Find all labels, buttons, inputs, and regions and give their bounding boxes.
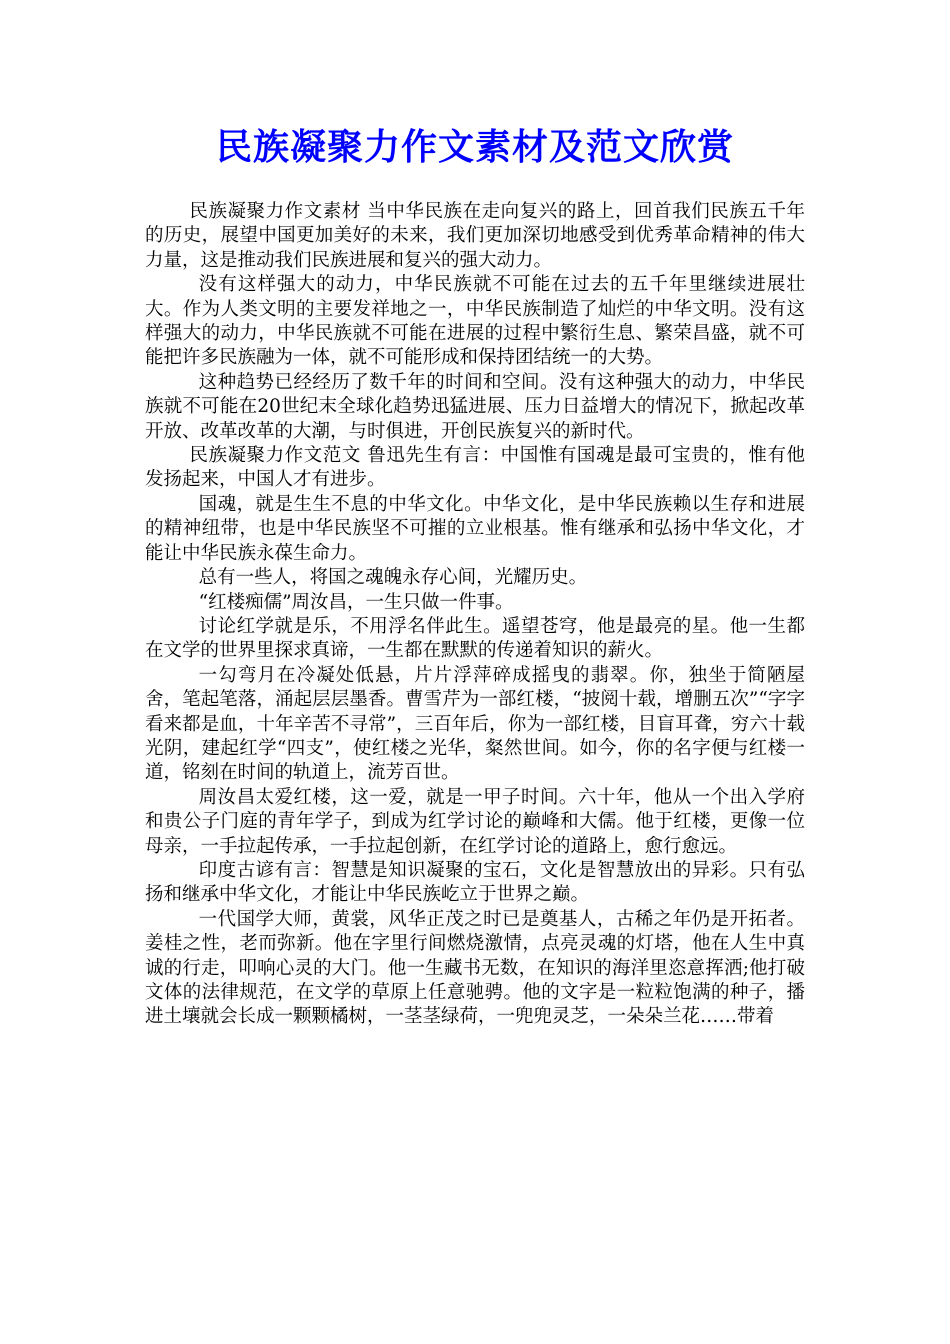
paragraph-material-intro: 民族凝聚力作文素材 当中华民族在走向复兴的路上，回首我们民族五千年的历史，展望中国更加美好的未来，我们更加深切地感受到优秀革命精神的伟大力量，这是推动我们民族进展和复兴的强大动力。 [145, 201, 805, 271]
paragraph: 总有一些人，将国之魂魄永存心间，光耀历史。 [198, 567, 588, 589]
paragraph-essay-intro: 民族凝聚力作文范文 鲁迅先生有言：中国惟有国魂是最可宝贵的，惟有他发扬起来，中国人才有进步。 [145, 445, 805, 491]
paragraph: 一勾弯月在冷凝处低悬，片片浮萍碎成摇曳的翡翠。你，独坐于简陋屋舍，笔起笔落，涌起层层墨香。曹雪芹为一部红楼，“披阅十载，增删五次”“字字看来都是血，十年辛苦不寻常”，三百年后，你为一部红楼，目盲耳聋，穷六十载光阴，建起红学“四支”，使红楼之光华，粲然世间。如今，你的名字便与红楼一道，铭刻在时间的轨道上，流芳百世。 [145, 664, 805, 784]
paragraph: 一代国学大师，黄裳，风华正茂之时已是奠基人，古稀之年仍是开拓者。姜桂之性，老而弥新。他在字里行间燃烧激情，点亮灵魂的灯塔，他在人生中真诚的行走，叩响心灵的大门。他一生藏书无数，在知识的海洋里恣意挥洒;他打破文体的法律规范，在文学的草原上任意驰骋。他的文字是一粒粒饱满的种子，播进土壤就会长成一颗颗橘树，一茎茎绿荷，一兜兜灵芝，一朵朵兰花……带着 [145, 908, 805, 1028]
paragraph: 这种趋势已经经历了数千年的时间和空间。没有这种强大的动力，中华民族就不可能在20世纪末全球化趋势迅猛进展、压力日益增大的情况下，掀起改革开放、改革改革的大潮，与时俱进，开创民族复兴的新时代。 [145, 371, 805, 442]
paragraph: 周汝昌太爱红楼，这一爱，就是一甲子时间。六十年，他从一个出入学府和贵公子门庭的青年学子，到成为红学讨论的巅峰和大儒。他于红楼，更像一位母亲，一手拉起传承，一手拉起创新，在红学讨论的道路上，愈行愈远。 [145, 786, 805, 857]
paragraph: 国魂，就是生生不息的中华文化。中华文化，是中华民族赖以生存和进展的精神纽带，也是中华民族坚不可摧的立业根基。惟有继承和弘扬中华文化，才能让中华民族永葆生命力。 [145, 493, 805, 564]
paragraph: 印度古谚有言：智慧是知识凝聚的宝石，文化是智慧放出的异彩。只有弘扬和继承中华文化，才能让中华民族屹立于世界之巅。 [145, 859, 805, 906]
document-title: 民族凝聚力作文素材及范文欣赏 [215, 126, 734, 168]
paragraph: 没有这样强大的动力，中华民族就不可能在过去的五千年里继续进展壮大。作为人类文明的主要发祥地之一，中华民族制造了灿烂的中华文明。没有这样强大的动力，中华民族就不可能在进展的过程中繁衍生息、繁荣昌盛，就不可能把许多民族融为一体，就不可能形成和保持团结统一的大势。 [145, 274, 805, 369]
paragraph: “红楼痴儒”周汝昌，一生只做一件事。 [198, 591, 514, 613]
paragraph: 讨论红学就是乐，不用浮名伴此生。遥望苍穹，他是最亮的星。他一生都在文学的世界里探求真谛，一生都在默默的传递着知识的薪火。 [145, 615, 805, 662]
document-page [145, 122, 805, 1030]
